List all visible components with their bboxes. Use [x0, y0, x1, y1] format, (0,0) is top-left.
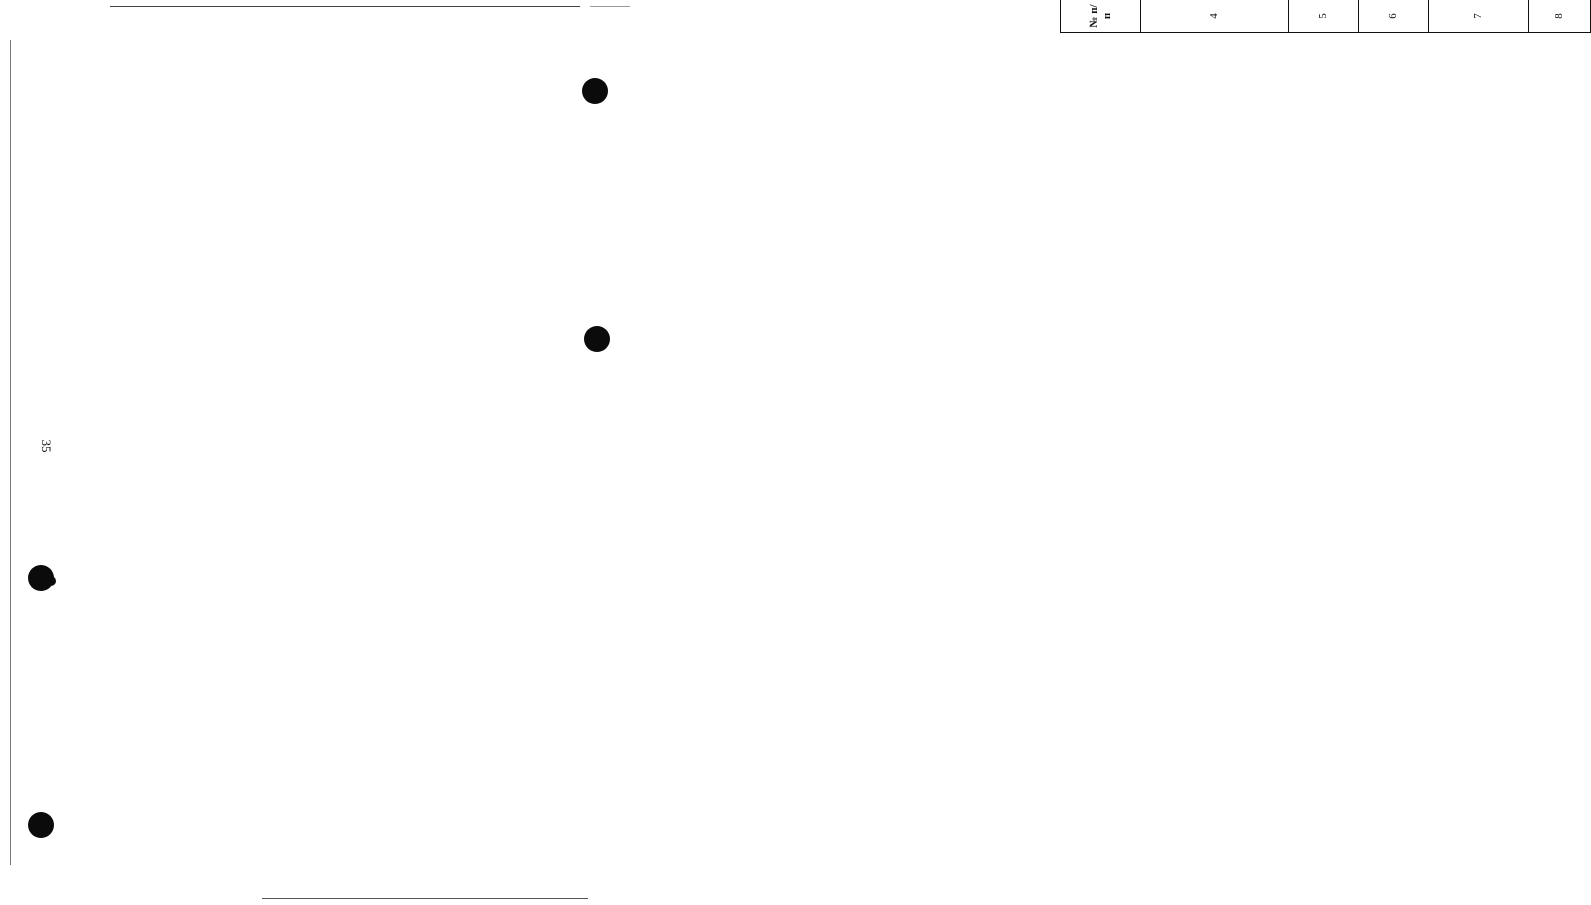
page-corner [590, 6, 630, 7]
cell-num: 4 [1141, 0, 1289, 33]
table-row [1359, 0, 1429, 33]
punch-mark [46, 576, 56, 586]
page-edge-left [10, 40, 11, 865]
cell-num: 5 [1289, 0, 1359, 33]
sports-table [1060, 0, 1591, 33]
cell-num: 6 [1359, 0, 1429, 33]
table-row [1141, 0, 1289, 33]
table-body [1141, 0, 1591, 33]
punch-hole [582, 78, 608, 104]
punch-hole [28, 812, 54, 838]
table-frame [60, 4, 1566, 846]
page-number: 35 [39, 439, 54, 453]
rotated-table-wrapper [1060, 0, 1566, 33]
page-edge-bottom [262, 898, 588, 899]
punch-hole [584, 326, 610, 352]
table-row [1429, 0, 1529, 33]
table-row [1529, 0, 1591, 33]
page-edge-top [110, 6, 580, 7]
header-num: № п/п [1061, 0, 1141, 33]
cell-num: 8 [1529, 0, 1591, 33]
cell-num: 7 [1429, 0, 1529, 33]
table-row [1289, 0, 1359, 33]
